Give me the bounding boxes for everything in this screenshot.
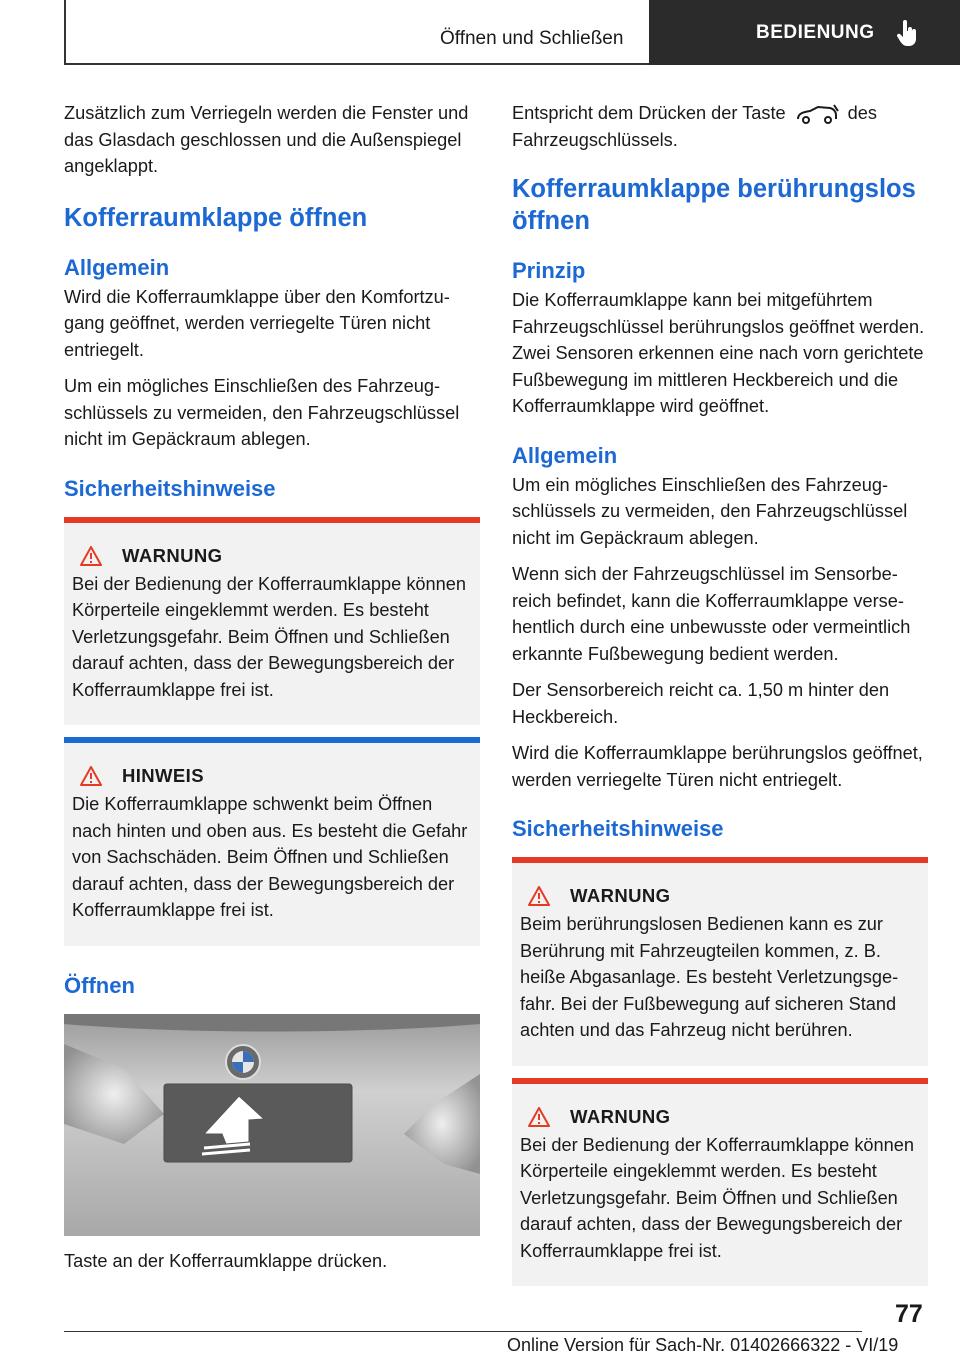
trunk-open-car-icon	[794, 103, 840, 125]
general-paragraph-4: Wird die Kofferraumklappe berührungslos geöffnet, werden verriegelte Türen nicht entriegelt.	[512, 743, 923, 790]
warning-text: Bei der Bedienung der Kofferraumklappe können Körperteile eingeklemmt werden. Es besteht Verletzungsgefahr. Beim Öffnen und Schließen darauf achten, dass der Bewegungsbereich der Kofferraumklappe frei ist.	[72, 573, 466, 700]
heading-safety: Sicherheitshinweise	[512, 816, 724, 841]
intro-paragraph: Zusätzlich zum Verriegeln werden die Fenster und das Glasdach geschlossen und die Außenspiegel angeklappt.	[64, 103, 469, 176]
notice-title: HINWEIS	[122, 765, 204, 786]
heading-safety: Sicherheitshinweise	[64, 475, 276, 501]
warning-triangle-icon	[528, 886, 550, 906]
warning-text: Bei der Bedienung der Kofferraumklappe können Körperteile eingeklemmt werden. Es besteht Verletzungsgefahr. Beim Öffnen und Schließen darauf achten, dass der Bewegungsbereich der Kofferraumklappe frei ist.	[520, 1134, 914, 1261]
right-column	[512, 100, 928, 1286]
general-paragraph-3: Der Sensorbereich reicht ca. 1,50 m hinter den Heckbereich.	[512, 680, 890, 727]
header-chapter-label: BEDIENUNG	[756, 21, 875, 43]
heading-general: Allgemein	[64, 254, 170, 280]
header-divider-horizontal	[64, 63, 649, 65]
principle-paragraph: Die Kofferraumklappe kann bei mitgeführtem Fahrzeugschlüssel berührungslos geöffnet werden. Zwei Sensoren erkennen eine nach vorn gerichtete Fußbewegung im mittleren Heckbereich und die Kofferraumklappe wird geöffnet.	[512, 290, 925, 416]
trunk-button-photo	[64, 1014, 480, 1236]
footer-divider	[64, 1331, 862, 1332]
footer-version-text: Online Version für Sach-Nr. 01402666322 - VI/19	[507, 1335, 899, 1355]
intro-key-text-a: Entspricht dem Drücken der Taste	[512, 103, 786, 123]
header-section-title: Öffnen und Schließen	[440, 28, 624, 49]
warning-box	[64, 523, 480, 726]
general-paragraph-1: Um ein mögliches Einschließen des Fahrzeugschlüssels zu vermeiden, den Fahrzeugschlüssel nicht im Gepäckraum ablegen.	[512, 474, 908, 548]
warning-title: WARNUNG	[570, 1105, 671, 1127]
warning-triangle-icon	[528, 1107, 550, 1127]
left-column	[64, 100, 480, 1284]
general-paragraph-2: Wenn sich der Fahrzeugschlüssel im Sensorbereich befindet, kann die Kofferraumklappe versehentlich durch eine unbewusste oder vermeintlich erkannte Fußbewegung bedient werden.	[512, 564, 911, 664]
intro-key-paragraph	[512, 100, 928, 153]
general-paragraph-2: Um ein mögliches Einschließen des Fahrzeugschlüssels zu vermeiden, den Fahrzeugschlüssel nicht im Gepäckraum ablegen.	[64, 376, 460, 449]
heading-general: Allgemein	[512, 442, 618, 468]
warning-title: WARNUNG	[122, 544, 223, 566]
general-paragraph-1: Wird die Kofferraumklappe über den Komfortzugang geöffnet, werden verriegelte Türen nicht entriegelt.	[64, 286, 450, 360]
heading-open-trunk: Kofferraumklappe öffnen	[64, 203, 368, 232]
heading-open: Öffnen	[64, 972, 135, 998]
warning-triangle-icon	[80, 546, 102, 566]
header-divider-vertical	[64, 0, 66, 64]
warning-triangle-icon	[80, 766, 102, 786]
warning-box-1	[512, 863, 928, 1066]
heading-contactless-open: Kofferraumklappe berührungslos öffnen	[512, 175, 916, 235]
header-chapter-tab	[649, 0, 960, 65]
photo-caption: Taste an der Kofferraumklappe drücken.	[64, 1250, 388, 1271]
hand-pointer-icon	[897, 20, 919, 46]
heading-principle: Prinzip	[512, 258, 586, 283]
warning-box-2	[512, 1084, 928, 1287]
notice-box	[64, 743, 480, 946]
notice-text: Die Kofferraumklappe schwenkt beim Öffnen nach hinten und oben aus. Es besteht die Gefahr von Sachschäden. Beim Öffnen und Schließen darauf achten, dass der Bewegungsbereich der Kofferraumklappe frei ist.	[72, 794, 468, 920]
warning-title: WARNUNG	[570, 885, 671, 906]
warning-text: Beim berührungslosen Bedienen kann es zur Berührung mit Fahrzeugteilen kommen, z. B. heiße Abgasanlage. Es besteht Verletzungsgefahr. Bei der Fußbewegung auf sicheren Stand achten und das Fahrzeug nicht berühren.	[520, 914, 899, 1040]
page-number: 77	[895, 1300, 923, 1328]
intro-key-text-b: des Fahrzeugschlüssels.	[512, 103, 877, 150]
